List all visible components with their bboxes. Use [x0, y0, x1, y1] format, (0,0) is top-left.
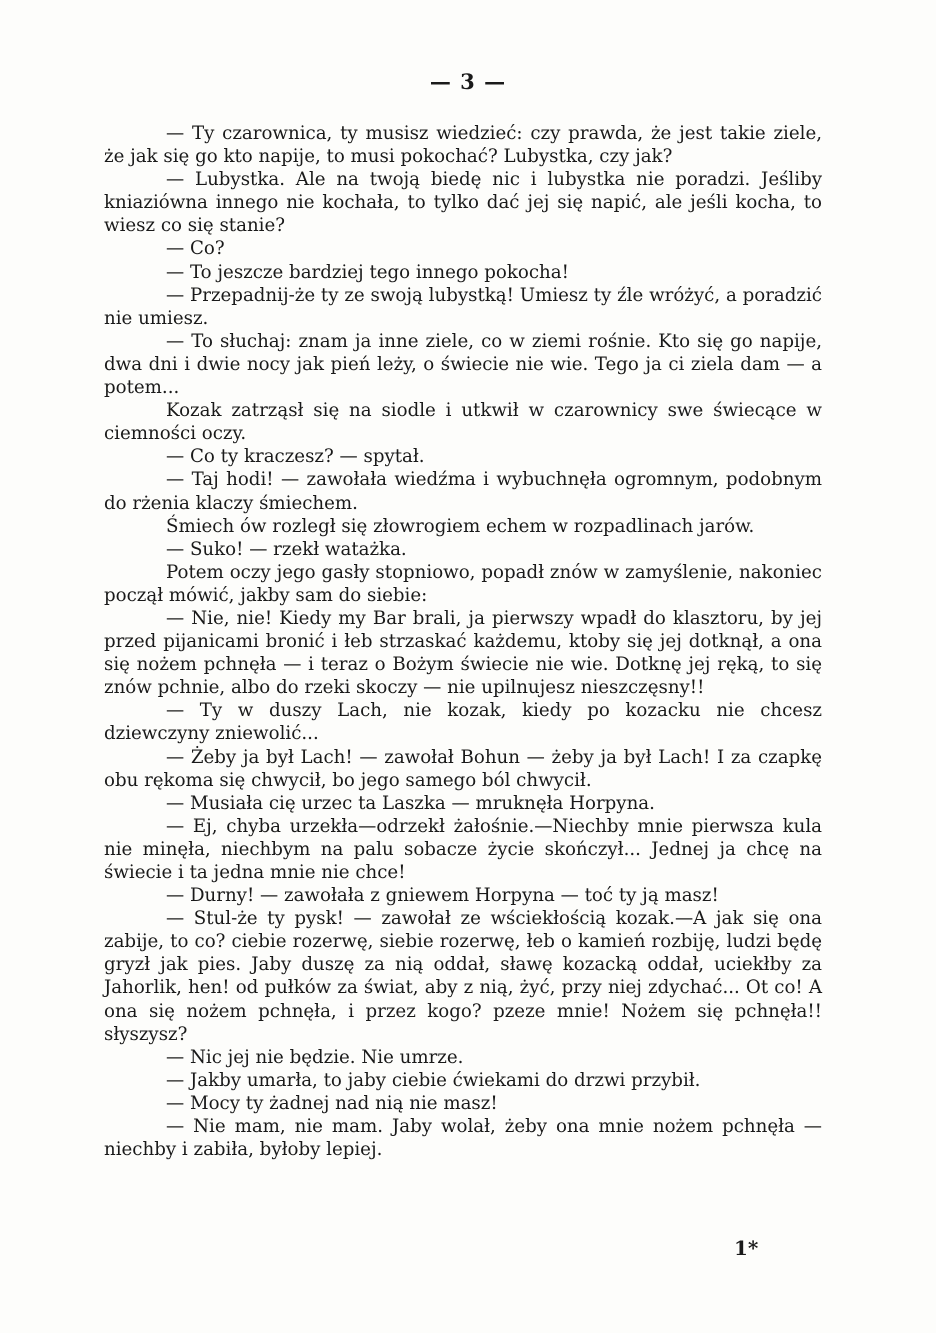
paragraph: — Co?	[166, 238, 225, 260]
body-text	[104, 122, 822, 1161]
signature-mark: 1*	[734, 1236, 759, 1260]
paragraph: — Co ty kraczesz? — spytał.	[166, 446, 425, 468]
paragraph: — Durny! — zawołała z gniewem Horpyna — toć ty ją masz!	[166, 885, 719, 907]
paragraph: — Jakby umarła, to jaby ciebie ćwiekami do drzwi przybił.	[166, 1069, 701, 1091]
paragraph: — Żeby ja był Lach! — zawołał Bohun — żeby ja był Lach! I za czapkę obu rękoma się chwycił, bo jego samego ból chwycił.	[104, 746, 822, 791]
paragraph: Kozak zatrząsł się na siodle i utkwił w czarownicy swe świecące w ciemności oczy.	[104, 400, 822, 445]
paragraph: — Nie mam, nie mam. Jaby wolał, żeby ona mnie nożem pchnęła — niechby i zabiła, byłoby lepiej.	[104, 1116, 822, 1161]
paragraph: — Musiała cię urzec ta Laszka — mruknęła Horpyna.	[166, 792, 655, 814]
paragraph: — Ty czarownica, ty musisz wiedzieć: czy prawda, że jest takie ziele, że jak się go kto napije, to musi pokochać? Lubystka, czy jak?	[104, 123, 822, 168]
paragraph: — To jeszcze bardziej tego innego pokocha!	[166, 261, 569, 283]
paragraph: — To słuchaj: znam ja inne ziele, co w ziemi rośnie. Kto się go napije, dwa dni i dwie nocy jak pień leży, o świecie nie wie. Tego ja ci ziela dam — a potem...	[104, 330, 822, 399]
paragraph: Śmiech ów rozległ się złowrogiem echem w rozpadlinach jarów.	[166, 515, 755, 537]
paragraph: — Ej, chyba urzekła—odrzekł żałośnie.—Niechby mnie pierwsza kula nie minęła, niechbym na palu sobacze życie skończył... Jednej ja chcę na świecie i ta jedna mnie nie chce!	[104, 815, 822, 883]
paragraph: — Mocy ty żadnej nad nią nie masz!	[166, 1092, 498, 1114]
paragraph: — Stul-że ty pysk! — zawołał ze wściekłością kozak.—A jak się ona zabije, to co? ciebie rozerwę, siebie rozerwę, łeb o kamień rozbiję, ludzi będę gryzł jak pies. Jaby duszę za nią oddał, sławę kozacką oddał, uciekłby za Jahorlik, hen! od pułków za świat, aby z nią, żyć, przy niej zdychać... Ot co! A ona się nożem pchnęła, i przez kogo? pzeze mnie! Nożem się pchnęła!! słyszysz?	[104, 908, 822, 1045]
paragraph: — Nic jej nie będzie. Nie umrze.	[166, 1046, 464, 1068]
paragraph: — Lubystka. Ale na twoją biedę nic i lubystka nie poradzi. Jeśliby kniaziówna innego nie kochała, to tylko dać jej się napić, ale jeśli kocha, to wiesz co się stanie?	[104, 169, 822, 237]
page-number: — 3 —	[429, 69, 507, 94]
paragraph: — Taj hodi! — zawołała wiedźma i wybuchnęła ogromnym, podobnym do rżenia klaczy śmiechem.	[104, 469, 822, 514]
paragraph: — Suko! — rzekł watażka.	[166, 538, 407, 560]
paragraph: Potem oczy jego gasły stopniowo, popadł znów w zamyślenie, nakoniec począł mówić, jakby sam do siebie:	[104, 561, 822, 606]
paragraph: — Przepadnij-że ty ze swoją lubystką! Umiesz ty źle wróżyć, a poradzić nie umiesz.	[104, 284, 822, 329]
paragraph: — Nie, nie! Kiedy my Bar brali, ja pierwszy wpadł do klasztoru, by jej przed pijanicami bronić i łeb strzaskać każdemu, ktoby się jej dotknął, a ona się nożem pchnęła — i teraz o Bożym świecie nie wie. Dotknę jej ręką, to się znów pchnie, albo do rzeki skoczy — nie upilnujesz nieszczęsny!!	[104, 607, 822, 699]
paragraph: — Ty w duszy Lach, nie kozak, kiedy po kozacku nie chcesz dziewczyny zniewolić...	[104, 700, 822, 745]
